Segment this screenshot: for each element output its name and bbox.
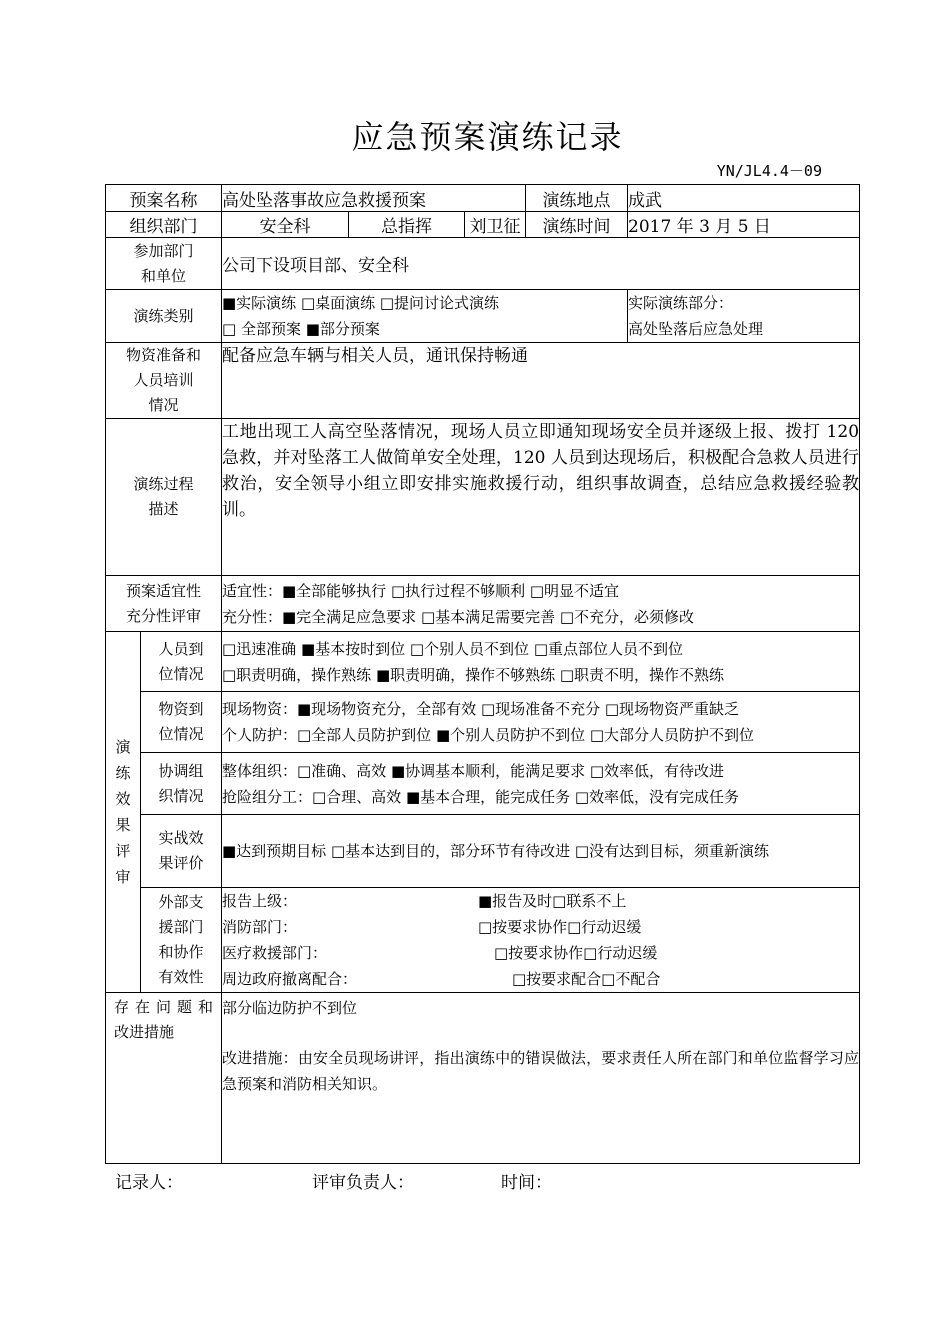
external-item-medical: 医疗救援部门： □按要求协作□行动迟缓	[222, 944, 658, 962]
issues-content	[222, 993, 860, 1164]
location-label: 演练地点	[526, 185, 628, 212]
combat-options: ■达到预期目标 □基本达到目的，部分环节有待改进 □没有达到目标，须重新演练	[222, 815, 860, 888]
personnel-label: 人员到 位情况	[141, 632, 222, 692]
participants-label: 参加部门 和单位	[106, 238, 222, 290]
plan-name-label: 预案名称	[106, 185, 222, 212]
personnel-options: □迅速准确 ■基本按时到位 □个别人员不到位 □重点部位人员不到位 □职责明确，操作熟练 ■职责明确，操作不够熟练 □职责不明，操作不熟练	[222, 632, 860, 692]
org-dept-value: 安全科	[222, 212, 349, 238]
external-item-government: 周边政府撤离配合： □按要求配合□不配合	[222, 970, 661, 988]
suitability-label: 预案适宜性 充分性评审	[106, 576, 222, 632]
external-item-fire: 消防部门： □按要求协作□行动迟缓	[222, 918, 642, 936]
external-item-report: 报告上级： ■报告及时□联系不上	[222, 892, 627, 910]
drill-type-actual-part: 实际演练部分： 高处坠落后应急处理	[628, 290, 860, 343]
evaluation-vertical-label: 演 练 效 果 评 审	[106, 632, 141, 993]
process-description: 工地出现工人高空坠落情况，现场人员立即通知现场安全员并逐级上报、拨打 120 急救，并对坠落工人做简单安全处理，120 人员到达现场后，积极配合急救人员进行救治，安全领导小组立即安排实施救援行动，组织事故调查，总结应急救援经验教训。	[222, 419, 860, 576]
document-code: YN/JL4.4－09	[716, 162, 822, 180]
drill-type-options: ■实际演练 □桌面演练 □提问讨论式演练 □ 全部预案 ■部分预案	[222, 290, 628, 343]
issue-problem: 部分临边防护不到位	[222, 999, 358, 1017]
reviewer-label: 评审负责人：	[312, 1173, 414, 1193]
external-support-label: 外部支 援部门 和协作 有效性	[141, 888, 222, 993]
recorder-label: 记录人：	[115, 1173, 183, 1193]
materials-label: 物资准备和 人员培训 情况	[106, 343, 222, 419]
plan-name-value: 高处坠落事故应急救援预案	[222, 185, 526, 212]
location-value: 成武	[628, 185, 860, 212]
drill-type-label: 演练类别	[106, 290, 222, 343]
time-label: 时间：	[501, 1173, 552, 1193]
combat-label: 实战效 果评价	[141, 815, 222, 888]
issues-label: 存 在 问 题 和改进措施	[106, 993, 222, 1164]
supplies-label: 物资到 位情况	[141, 692, 222, 753]
coordination-label: 协调组 织情况	[141, 753, 222, 815]
materials-value: 配备应急车辆与相关人员，通讯保持畅通	[222, 343, 860, 419]
participants-value: 公司下设项目部、安全科	[222, 238, 860, 290]
drill-record-table	[105, 184, 860, 1164]
coordination-options: 整体组织：□准确、高效 ■协调基本顺利，能满足要求 □效率低，有待改进 抢险组分工：□合理、高效 ■基本合理，能完成任务 □效率低，没有完成任务	[222, 753, 860, 815]
external-support-list	[222, 888, 860, 993]
commander-value: 刘卫征	[465, 212, 526, 238]
supplies-options: 现场物资：■现场物资充分，全部有效 □现场准备不充分 □现场物资严重缺乏 个人防护：□全部人员防护到位 ■个别人员防护不到位 □大部分人员防护不到位	[222, 692, 860, 753]
commander-label: 总指挥	[349, 212, 465, 238]
process-label: 演练过程 描述	[106, 419, 222, 576]
drill-time-value: 2017 年 3 月 5 日	[628, 212, 860, 238]
page-title: 应急预案演练记录	[351, 118, 624, 156]
org-dept-label: 组织部门	[106, 212, 222, 238]
issue-improvement: 改进措施：由安全员现场讲评，指出演练中的错误做法，要求责任人所在部门和单位监督学习应急预案和消防相关知识。	[222, 1049, 860, 1093]
suitability-options: 适宜性：■全部能够执行 □执行过程不够顺利 □明显不适宜 充分性：■完全满足应急要求 □基本满足需要完善 □不充分，必须修改	[222, 576, 860, 632]
drill-time-label: 演练时间	[526, 212, 628, 238]
